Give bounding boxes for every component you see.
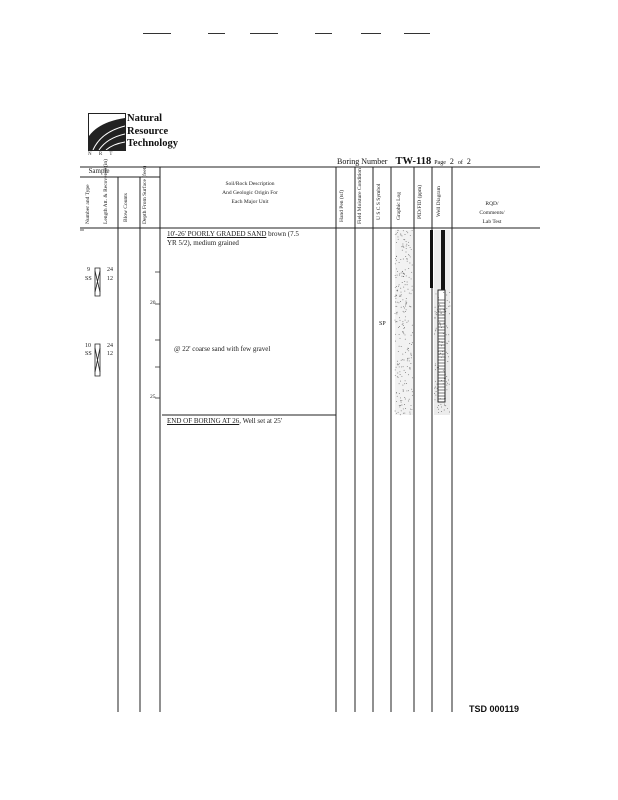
bates-number: TSD 000119: [469, 704, 520, 714]
company-initials: N R T: [88, 152, 116, 157]
sample-number: 9: [87, 267, 90, 273]
boring-label: Boring Number: [337, 157, 388, 166]
description-header: Soil/Rock Description And Geologic Origin For Each Major Unit: [222, 181, 278, 205]
well-diagram-header: Well Diagram: [436, 186, 442, 218]
length-att-header: Length Att. & Recovered (in): [103, 159, 109, 224]
depth-header: Depth From Surface (feet): [142, 165, 148, 224]
sample-att: 24: [107, 343, 113, 349]
uscs-header: U S C S Symbol: [376, 183, 382, 221]
sample-rec: 12: [107, 351, 113, 357]
depth-note: @ 22' coarse sand with few gravel: [174, 345, 271, 353]
page-number: 2: [449, 157, 454, 166]
number-type-header: Number and Type: [85, 184, 91, 224]
end-of-boring: END OF BORING AT 26, Well set at 25': [167, 417, 282, 425]
company-name: Natural Resource Technology: [127, 113, 178, 149]
depth-tick-label: 25: [150, 394, 156, 400]
page-total: 2: [466, 157, 471, 166]
uscs-symbol: SP: [379, 321, 386, 327]
sample-att: 24: [107, 267, 113, 273]
pid-fid-header: PID/FID (ppm): [417, 184, 423, 220]
sample-header: Sample: [88, 167, 110, 175]
graphic-log-header: Graphic Log: [396, 192, 402, 220]
sample-type: SS: [85, 351, 92, 357]
blow-counts-header: Blow Counts: [123, 193, 129, 223]
rqd-header: RQD/ Comments/ Lab Test: [479, 201, 505, 225]
sample-rec: 12: [107, 276, 113, 282]
of-label: of: [457, 160, 463, 166]
sampler-symbol: [95, 268, 100, 376]
sample-type: SS: [85, 276, 92, 282]
depth-tick-label: 20: [150, 300, 156, 306]
hand-pen-header: Hand Pen (tsf): [339, 189, 345, 223]
soil-unit-description: 10'-26' POORLY GRADED SAND brown (7.5 YR 5/2), medium grained: [167, 230, 299, 247]
boring-number: TW-118: [395, 156, 432, 167]
sample-number: 10: [85, 343, 91, 349]
field-moisture-header: Field Moisture Condition: [357, 168, 363, 224]
page-label: Page: [434, 160, 446, 166]
